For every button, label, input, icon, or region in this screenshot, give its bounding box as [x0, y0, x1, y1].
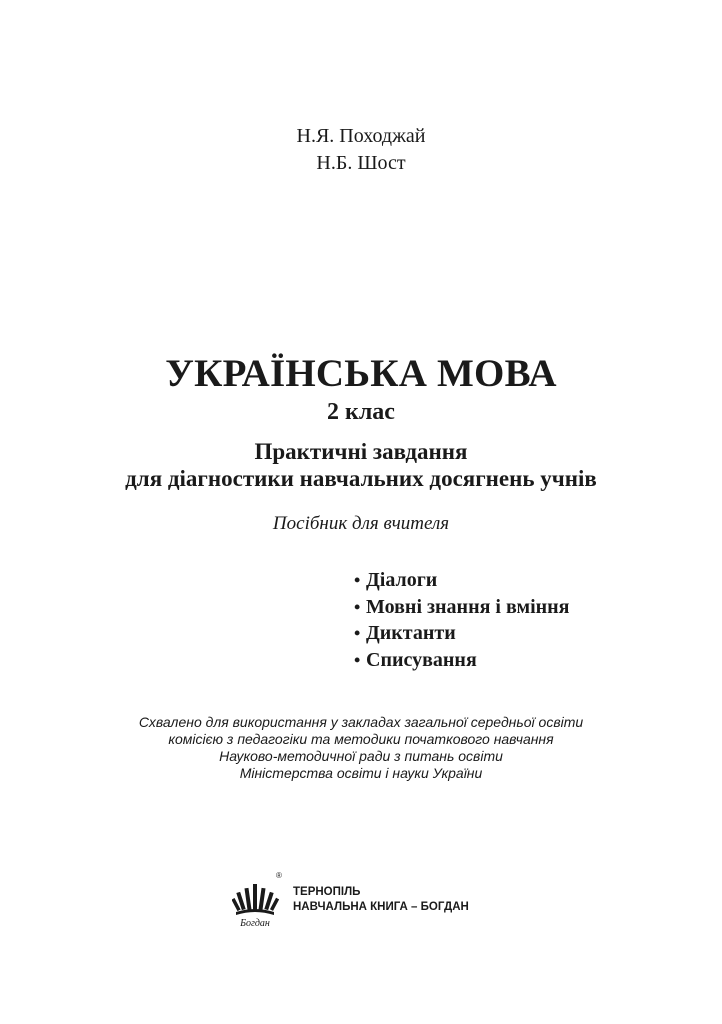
bogdan-publisher-logo-icon — [232, 868, 284, 930]
approval-notice — [0, 714, 722, 782]
author-name: Н.Я. Походжай — [296, 125, 426, 147]
author-name: Н.Б. Шост — [316, 152, 406, 174]
subtitle-line: Практичні завдання — [254, 439, 468, 464]
logo-text: Богдан — [240, 918, 270, 929]
topic-item — [354, 567, 570, 594]
publisher-city: ТЕРНОПІЛЬ — [293, 886, 361, 898]
bullet: • — [354, 570, 361, 590]
grade-label: 2 клас — [327, 399, 395, 425]
bullet: • — [354, 596, 361, 617]
publisher-block — [293, 885, 469, 915]
bullet: • — [354, 650, 361, 671]
bullet: • — [354, 623, 361, 644]
topic-label: Мовні знання і вміння — [366, 595, 570, 618]
approval-line: Науково-методичної ради з питань освіти — [219, 748, 503, 764]
approval-line: Схвалено для використання у закладах загальної середньої освіти — [138, 714, 584, 730]
topics-list — [354, 567, 570, 674]
approval-line: Міністерства освіти і науки України — [239, 765, 483, 781]
topic-item — [354, 620, 570, 647]
publisher-name: НАВЧАЛЬНА КНИГА – БОГДАН — [293, 901, 469, 913]
topic-label: Списування — [366, 649, 477, 672]
topic-item — [354, 594, 570, 621]
subtitle-line: для діагностики навчальних досягнень учнів — [125, 466, 597, 491]
book-title: УКРАЇНСЬКА МОВА — [165, 352, 557, 395]
topic-label: Діалоги — [366, 569, 438, 591]
registered-mark: ® — [276, 871, 282, 880]
audience-label: Посібник для вчителя — [272, 513, 450, 534]
approval-line: комісією з педагогіки та методики початкового навчання — [168, 731, 554, 747]
topic-label: Диктанти — [366, 622, 456, 645]
topic-item — [354, 647, 570, 674]
